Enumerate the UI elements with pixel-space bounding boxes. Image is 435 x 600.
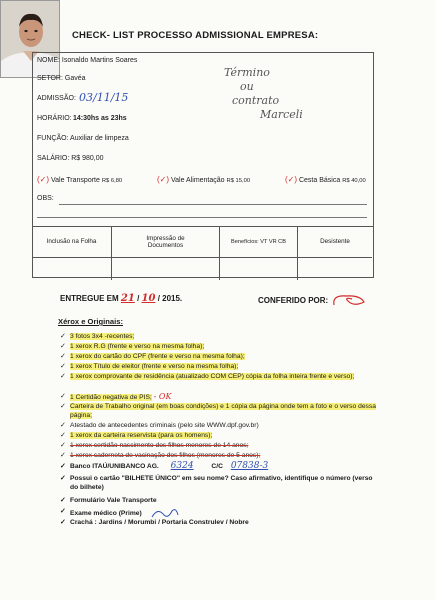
document-title: CHECK- LIST PROCESSO ADMISSIONAL EMPRESA: (72, 30, 319, 41)
checklist-page: CHECK- LIST PROCESSO ADMISSIONAL EMPRESA: NOME: Isonaldo Martins Soares SETOR: Gavéa ADMISSÃO: 03/11/15 HORÁRIO: 14:30hs as 23hs FUNÇÃO: Auxiliar de limpeza SALÁRIO: R$ 980,00 (✓) Vale Transporte R$ 6,80 (✓) Vale Alimentação R$ 15,00 (✓) Cesta Básica R$ 40,00 OBS: Término ou contrato Marceli Inclusão na Folha Impressão de Documentos Benefícios: VT VR CB Desistente ENTREGUE EM 21 / 10 / 2015. CONFERIDO POR: Xérox e Originais: ✓ 3 fotos 3x4 -recentes; ✓ 1 xerox R.G (frente e verso na mesma folha); ✓ 1 xerox do cartão do CPF (frente e verso na mesma folha); ✓ 1 xerox Título de eleitor (frente e verso na mesma folha); ✓ 1 xerox comprovante de residência (atualizado COM CEP) cópia da folha inteira frente e verso); ✓ 1 Certidão negativa de PIS; - OK ✓ Carteira de Trabalho original (em boas condições) e 1 cópia da página onde tem a foto e o verso dessa página; ✓ Atestado de antecedentes criminais (pelo site WWW.dpf.gov.br) ✓ 1 xerox da carteira reservista (para os homens); ✓ 1 xerox certidão nascimento dos filhos menores de 14 anos; ✓ 1 xerox caderneta de vacinação dos filhos (menores de 5 anos); ✓ Banco ITAÚ/UNIBANCO AG. 6324 C/C 07838-3 ✓ Possui o cartão "BILHETE ÚNICO" em seu nome? Caso afirmativo, identifique o número (verso do bilhete) ✓ Formulário Vale Transporte ✓ Exame médico (Prime) ✓ Crachá : Jardins / Morumbi / Portaria Construlev / Nobre (0, 0, 435, 600)
sector-field: SETOR: Gavéa (37, 75, 86, 82)
function-field: FUNÇÃO: Auxiliar de limpeza (37, 135, 129, 142)
benefit-cb: (✓) Cesta Básica R$ 40,00 (285, 175, 366, 184)
signature-icon (330, 293, 370, 309)
schedule-label: HORÁRIO: (37, 115, 72, 122)
header-impressao: Impressão de Documentos (112, 227, 220, 257)
xerox-heading: Xérox e Originais: (58, 317, 123, 326)
benefit-va: (✓) Vale Alimentação R$ 15,00 (157, 175, 251, 184)
benefit-vt: (✓) Vale Transporte R$ 6,80 (37, 175, 123, 184)
admission-date-handwritten: 03/11/15 (79, 91, 129, 104)
header-desistente: Desistente (320, 238, 350, 246)
checked-by: CONFERIDO POR: (258, 293, 370, 309)
status-table (32, 226, 374, 278)
handwritten-note: Término ou contrato Marceli (224, 66, 303, 121)
schedule-value: 14:30hs as 23hs (73, 115, 127, 122)
obs-line (37, 217, 367, 218)
obs-label: OBS: (37, 195, 54, 202)
header-beneficios: Benefícios: VT VR CB (220, 227, 298, 257)
header-inclusao: Inclusão na Folha (32, 227, 112, 257)
admission-label: ADMISSÃO: (37, 95, 76, 102)
name-field: NOME: Isonaldo Martins Soares (37, 57, 138, 64)
delivered-date: ENTREGUE EM 21 / 10 / 2015. (60, 293, 183, 304)
obs-line (59, 204, 367, 205)
table-row (32, 257, 372, 279)
salary-field: SALÁRIO: R$ 980,00 (37, 155, 104, 162)
